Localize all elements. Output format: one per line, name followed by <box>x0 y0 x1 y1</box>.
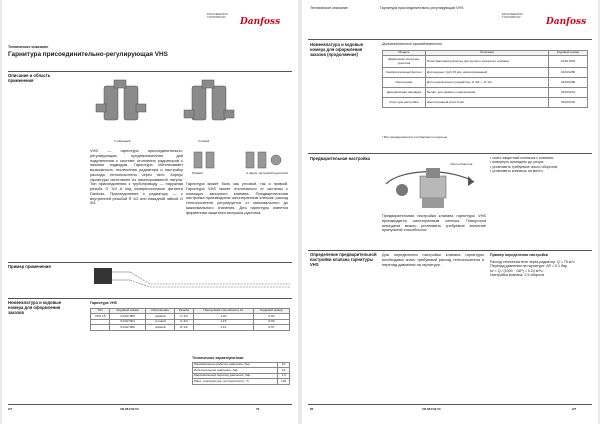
caption-straight: У-образный <box>114 139 131 143</box>
table-row: Макс. температура теплоносителя, °C 120 <box>193 379 290 384</box>
table-row: VHS 15 013G7900 прямой G 3/4 1.20 0.62 <box>91 314 290 319</box>
footer-code: VD.58.F02.50 <box>120 407 139 411</box>
label-flow-calc: Определение предварительной настройки клапана гарнитуры VHS <box>310 252 377 267</box>
footer-number: 79 <box>256 407 260 411</box>
table-row: Фирменная заглушка-рукоятка Пластмассовая рукоятка для ручного запорного клапана 013G7904 <box>383 56 588 68</box>
table-row: 013G7901 угловой G 3/4 1.15 0.60 <box>91 319 290 324</box>
brand-logo: Danfoss <box>546 17 587 27</box>
presetting-illustration <box>382 160 486 210</box>
footer-number: 80 <box>310 407 314 411</box>
th-description: Описание <box>426 51 549 56</box>
th-type: Тип <box>91 309 110 314</box>
right-page <box>302 0 598 424</box>
left-page <box>2 0 298 424</box>
th-model: Модель <box>383 51 426 56</box>
flow-text: Для определения настройки клапана гарнитуры необходимо знать требуемый расход теплоносителя и перепад давления на гарнитуре. <box>382 253 484 267</box>
label-accessories: Номенклатура и кодовые номера для оформления заказов (продолжение) <box>310 42 364 57</box>
th-kv: Пропускная способность kv <box>193 309 253 314</box>
presetting-caption: Число оборотов <box>450 162 473 166</box>
nomenclature-table <box>90 308 290 331</box>
table-row: Ключ для настройки Шестигранный ключ 6 мм 013U0232 <box>383 98 588 108</box>
th-code: Кодовый номер <box>549 51 588 56</box>
label-description: Описание и область применения <box>8 73 51 83</box>
description-right: Гарнитура может быть как угловой, так и прямой. Гарнитура VHS может отключаться от системы с помощью запорного клапана. Предварительная настройка производится шестигранным ключом; расход теплоносителя регулируется от минимального до максимального значения. Для гарнитуры имеется фирменная защитная заглушка-рукоятка. <box>186 182 288 215</box>
presetting-bullets: • снять защитный колпачок с клапана; • повернуть шпиндель до упора; • установить требуемое число оборотов; • установить колпачок на место. <box>490 156 558 173</box>
spec-table <box>192 362 290 385</box>
section-label: Техническое описание <box>8 45 49 49</box>
presetting-text: Предварительная настройка клапана гарнитуры VHS производится шестигранным ключом. Поворотом шпинделя можно установить требуемое значение пропускной способности. <box>382 214 486 233</box>
label-presetting: Предварительная настройка <box>310 156 370 161</box>
valve-images <box>88 76 288 132</box>
th-code: Кодовый номер <box>110 309 146 314</box>
section-label: Техническое описание <box>310 6 348 10</box>
brand-logo: Danfoss <box>240 17 281 27</box>
bottom-images <box>186 148 290 172</box>
accessories-title: Дополнительные принадлежности <box>382 42 442 46</box>
page-title: Гарнитура присоединительно-регулирующая VHS <box>8 51 168 58</box>
th-code2: Кодовый номер <box>254 309 290 314</box>
footer-page: 2/7 <box>8 407 13 411</box>
table-row: 013G7902 прямой R 1/2 1.10 0.57 <box>91 325 290 330</box>
table-row: Декоративная накладка Белая, для нижнего подключения 013U0231 <box>383 88 588 98</box>
accessories-table <box>382 50 588 108</box>
label-example: Пример применения <box>8 264 51 269</box>
table-row: Максимальный перепад давления, бар 1.0 <box>193 373 290 378</box>
spec-title: Технические характеристики <box>192 356 244 360</box>
footer-page: 2/7 <box>572 407 577 411</box>
example-title: Пример определения настройки <box>490 253 548 257</box>
description-left: VHS — гарнитура присоединительно-регулирующая, предназначенная для подключения к системе отопления радиаторов с нижним подводом. Гарнитура обеспечивает возможность отключения радиатора и настройку расхода теплоносителя через него. Корпус гарнитуры изготовлен из никелированной латуни. Тип присоединения к трубопроводу — наружная резьба G 3/4 A под компрессионные фитинги Danfoss. Присоединение к радиатору — с внутренней резьбой R 1/2 или накидной гайкой G 3/4. <box>90 149 183 206</box>
accessories-note: * Все принадлежности поставляются отдельно. <box>382 135 449 139</box>
radiator-schematic <box>90 268 290 288</box>
table-row: Максимальное рабочее давление, бар 10 <box>193 363 290 368</box>
example-lines: Расход теплоносителя через радиатор: Q = 75 кг/ч Перепад давления на гарнитуре: ΔP = 0.1 бар kv = Q / (1000 · √ΔP) = 0.24 м³/ч Настройка клапана: 2.5 оборота <box>490 260 575 277</box>
table-row: Переходник Для подключения к радиатору, G 3/4 — R 1/2 013U0288 <box>383 78 588 88</box>
table-row: Компрессионный фитинг Для медных труб 15 мм, никелированный 013U0286 <box>383 68 588 78</box>
table-title: Гарнитура VHS <box>90 301 117 305</box>
th-thread: Резьба <box>175 309 193 314</box>
engineering-tagline: ENGINEERING TOMORROW <box>207 12 229 20</box>
footer-code: VD.58.F02.50 <box>422 407 441 411</box>
caption-angled: Угловой <box>198 139 210 143</box>
label-nomenclature: Номенклатура и кодовые номера для оформления заказов <box>8 300 62 315</box>
engineering-tagline: ENGINEERING TOMORROW <box>502 12 524 20</box>
subtitle: Гарнитура присоединительно-регулирующая VHS <box>380 6 464 10</box>
th-version: Исполнение <box>146 309 175 314</box>
caption-bottom: Прямой <box>192 171 203 175</box>
caption-fitted: С фирм. заглушкой-рукояткой <box>246 171 288 175</box>
table-row: Испытательное давление, бар 16 <box>193 368 290 373</box>
